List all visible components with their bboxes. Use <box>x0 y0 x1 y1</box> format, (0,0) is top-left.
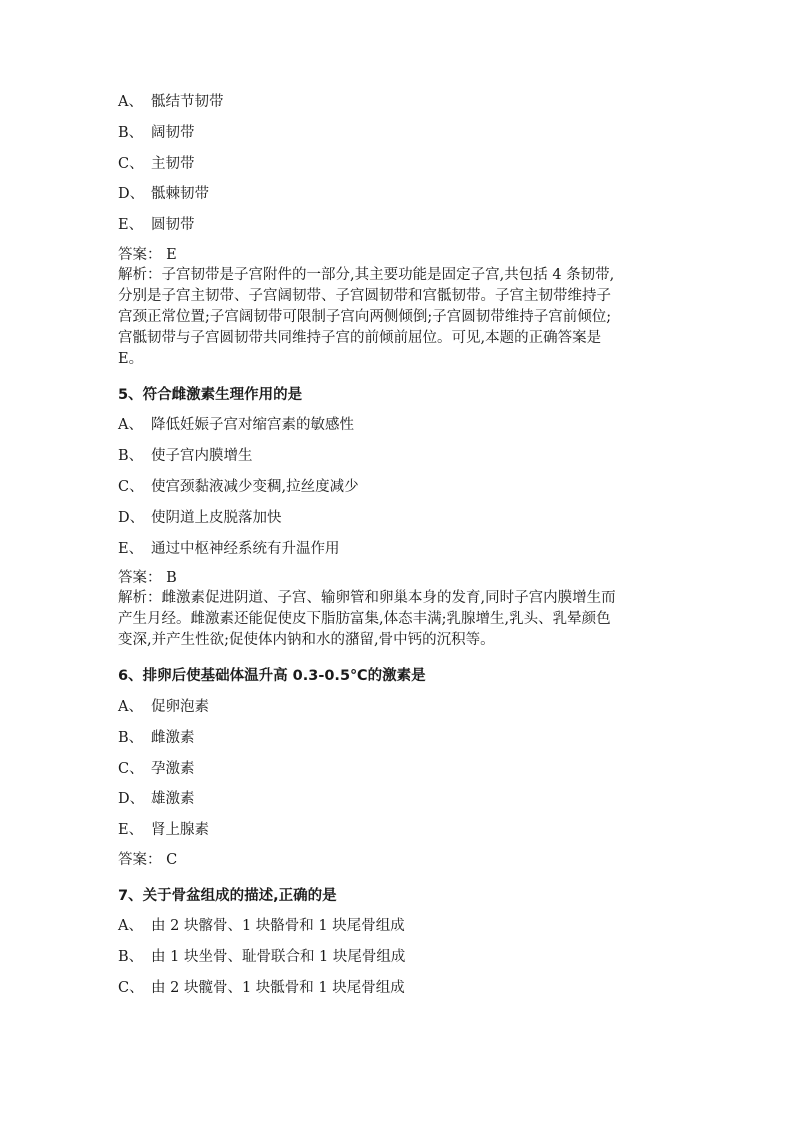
option-text: 雌激素 <box>151 729 195 746</box>
option-key: A、 <box>118 417 143 434</box>
option-text: 孕激素 <box>151 760 195 777</box>
document-page <box>118 92 678 1009</box>
q4-option-b <box>118 123 678 143</box>
option-text: 通过中枢神经系统有升温作用 <box>151 540 340 557</box>
question-title: 7、关于骨盆组成的描述,正确的是 <box>118 887 337 904</box>
option-text: 圆韧带 <box>151 217 195 234</box>
option-key: C、 <box>118 479 144 496</box>
q4-option-c <box>118 154 678 174</box>
q6-option-c <box>118 759 678 779</box>
option-text: 由 1 块坐骨、耻骨联合和 1 块尾骨组成 <box>151 949 406 966</box>
option-text: 由 2 块髋骨、1 块骶骨和 1 块尾骨组成 <box>151 980 405 997</box>
q6-answer: 答案： C <box>118 851 178 868</box>
option-key: D、 <box>118 791 145 808</box>
q4-option-a <box>118 92 678 112</box>
q6-option-b <box>118 728 678 748</box>
q6-option-e <box>118 820 678 840</box>
option-text: 骶结节韧带 <box>151 94 224 110</box>
option-text: 降低妊娠子宫对缩宫素的敏感性 <box>151 417 354 434</box>
option-key: A、 <box>118 698 143 715</box>
q5-option-a <box>118 415 678 435</box>
option-key: B、 <box>118 448 144 465</box>
q6-option-d <box>118 789 678 809</box>
option-key: D、 <box>118 186 145 203</box>
explanation-line: 分别是子宫主韧带、子宫阔韧带、子宫圆韧带和宫骶韧带。子宫主韧带维持子 <box>118 287 611 304</box>
q5-option-c <box>118 477 678 497</box>
q7-option-b <box>118 947 678 967</box>
q5-option-b <box>118 446 678 466</box>
option-key: E、 <box>118 822 144 839</box>
explanation-line: E。 <box>118 350 144 367</box>
question-6-options <box>118 697 678 840</box>
explanation-line: 解析：子宫韧带是子宫附件的一部分,其主要功能是固定子宫,共包括 4 条韧带, <box>118 266 615 283</box>
explanation-line: 宫颈正常位置;子宫阔韧带可限制子宫向两侧倾倒;子宫圆韧带维持子宫前倾位; <box>118 308 612 325</box>
option-text: 使子宫内膜增生 <box>151 448 253 465</box>
option-text: 使宫颈黏液减少变稠,拉丝度减少 <box>151 479 359 496</box>
option-key: A、 <box>118 918 143 935</box>
option-text: 主韧带 <box>151 155 195 172</box>
q5-option-e <box>118 539 678 559</box>
explanation-line: 变深,并产生性欲;促使体内钠和水的潴留,骨中钙的沉积等。 <box>118 632 495 649</box>
option-text: 促卵泡素 <box>151 698 209 715</box>
q6-option-a <box>118 697 678 717</box>
option-key: D、 <box>118 509 145 526</box>
q4-answer: 答案： E <box>118 246 177 263</box>
question-5 <box>118 385 678 651</box>
option-text: 由 2 块髂骨、1 块骼骨和 1 块尾骨组成 <box>151 918 405 935</box>
option-key: C、 <box>118 760 144 777</box>
option-text: 使阴道上皮脱落加快 <box>151 509 282 526</box>
option-text: 雄激素 <box>151 791 195 808</box>
q5-answer: 答案： B <box>118 570 177 587</box>
q4-option-e <box>118 215 678 235</box>
q7-option-a <box>118 916 678 936</box>
explanation-line: 解析：雌激素促进阴道、子宫、输卵管和卵巢本身的发育,同时子宫内膜增生而 <box>118 590 616 607</box>
option-key: A、 <box>118 94 143 110</box>
question-5-options <box>118 415 678 558</box>
q4-option-d <box>118 184 678 204</box>
q4-explanation <box>118 265 678 370</box>
option-text: 肾上腺素 <box>151 822 209 839</box>
option-key: C、 <box>118 155 144 172</box>
option-text: 骶棘韧带 <box>151 186 209 203</box>
question-6 <box>118 666 678 869</box>
question-title: 6、排卵后使基础体温升高 0.3-0.5℃的激素是 <box>118 668 426 685</box>
option-key: B、 <box>118 949 144 966</box>
question-7 <box>118 886 678 998</box>
option-key: E、 <box>118 540 144 557</box>
explanation-line: 宫骶韧带与子宫圆韧带共同维持子宫的前倾前屈位。可见,本题的正确答案是 <box>118 329 602 346</box>
explanation-line: 产生月经。雌激素还能促使皮下脂肪富集,体态丰满;乳腺增生,乳头、乳晕颜色 <box>118 611 611 628</box>
option-key: B、 <box>118 124 144 141</box>
option-key: C、 <box>118 980 144 997</box>
question-4-options <box>118 92 678 235</box>
q7-option-c <box>118 978 678 998</box>
option-key: B、 <box>118 729 144 746</box>
question-7-options <box>118 916 678 998</box>
option-text: 阔韧带 <box>151 124 195 141</box>
q5-option-d <box>118 508 678 528</box>
question-title: 5、符合雌激素生理作用的是 <box>118 386 303 403</box>
option-key: E、 <box>118 217 144 234</box>
q5-explanation <box>118 588 678 651</box>
